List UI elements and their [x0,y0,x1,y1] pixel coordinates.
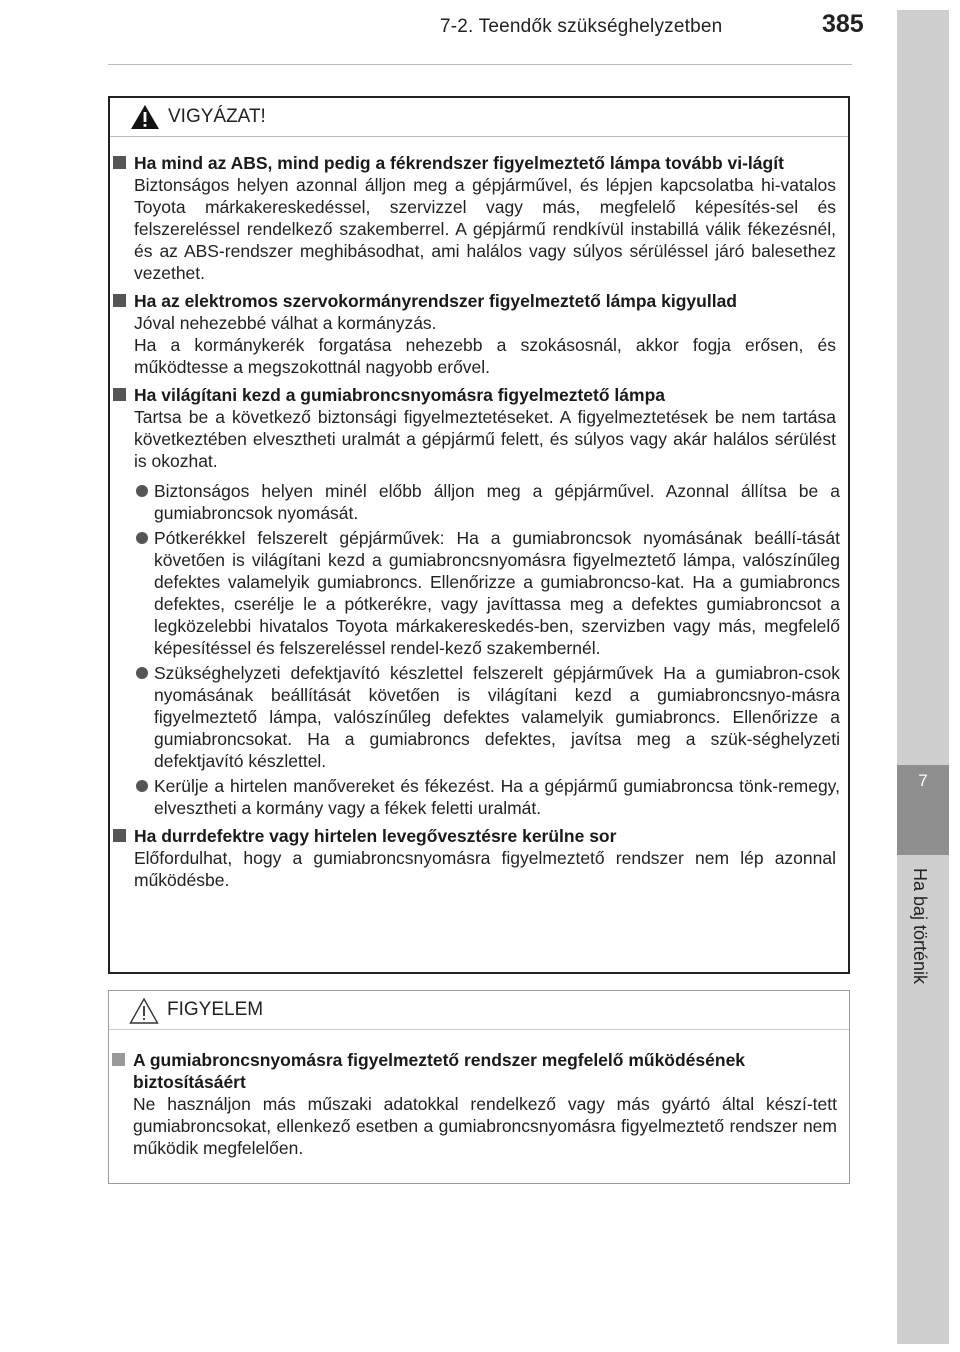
content-section [110,384,848,819]
caution-triangle-outline-icon [129,997,159,1030]
square-bullet-icon [113,388,126,401]
bullet-text: Szükséghelyzeti defektjavító készlettel felszerelt gépjárművek Ha a gumiabron-csok nyomásának beállítását követően is világítani kezd a gumiabroncsnyo-másra figyelmeztető lámpa, valószínűleg defektes valamelyik gumiabroncs. Ellenőrizze a gumiabroncsokat. Ha a gumiabroncs defektes, javítsa meg a szük-séghelyzeti defektjavító készlettel. [154,663,840,771]
chapter-number: 7 [918,771,928,790]
warning-triangle-icon [130,104,160,135]
notice-box-header [109,991,849,1030]
paragraph: Előfordulhat, hogy a gumiabroncsnyomásra figyelmeztető rendszer nem lép azonnal működésbe. [134,848,836,890]
section-title-text: Ha mind az ABS, mind pedig a fékrendszer figyelmeztető lámpa tovább vi-lágít [134,153,784,173]
notice-box [108,990,850,1184]
paragraph: Ha a kormánykerék forgatása nehezebb a szokásosnál, akkor fogja erősen, és működtesse a megszokottnál nagyobb erővel. [134,335,836,377]
section-title-text: A gumiabroncsnyomásra figyelmeztető rendszer megfelelő működésének biztosításáért [133,1050,746,1092]
notice-content [109,1049,849,1159]
section-header-title: 7-2. Teendők szükséghelyzetben [440,16,723,37]
paragraph: Ne használjon más műszaki adatokkal rendelkező vagy más gyártó által készí-tett gumiabroncsokat, ellenkező esetben a gumiabroncsnyomásra figyelmeztető rendszer nem működik megfelelően. [133,1094,837,1158]
square-bullet-icon [112,1053,125,1066]
section-title [134,384,848,406]
section-title [133,1049,849,1093]
round-bullet-icon [136,532,148,544]
chapter-title: Ha baj történik [910,868,930,985]
warning-heading: VIGYÁZAT! [168,106,266,127]
section-title-text: Ha durrdefektre vagy hirtelen levegővesztésre kerülne sor [134,826,617,846]
section-title [134,290,848,312]
round-bullet-icon [136,485,148,497]
bullet-item [134,480,848,524]
chapter-side-band [897,10,949,1344]
paragraph: Tartsa be a következő biztonsági figyelmeztetéseket. A figyelmeztetések be nem tartása következtében elvesztheti uralmát a gépjármű felett, és súlyos vagy akár halálos sérülést is okozhat. [134,407,836,471]
bullet-item [134,775,848,819]
content-section [110,825,848,891]
bullet-item [134,662,848,772]
bullet-item [134,527,848,659]
square-bullet-icon [113,829,126,842]
chapter-title-tab [897,868,949,1018]
paragraph: Biztonságos helyen azonnal álljon meg a gépjárművel, és lépjen kapcsolatba hi-vatalos Toyota márkakereskedéssel, szervizzel vagy más, megfelelő képesítés-sel és felszereléssel rendelkező szakemberrel. A gépjármű rendkívül instabillá válik fékezésnél, és az ABS-rendszer meghibásodhat, ami halálos vagy súlyos sérüléssel járó balesethez vezethet. [134,175,836,283]
header-divider [108,64,852,65]
page-number: 385 [822,10,864,38]
paragraph: Jóval nehezebbé válhat a kormányzás. [134,313,437,333]
content-section [110,290,848,378]
bullet-text: Biztonságos helyen minél előbb álljon meg a gépjárművel. Azonnal állítsa be a gumiabroncsok nyomását. [154,481,840,523]
warning-content [110,152,848,891]
content-section [109,1049,849,1159]
warning-box [108,96,850,974]
round-bullet-icon [136,667,148,679]
round-bullet-icon [136,780,148,792]
warning-box-header [110,98,848,137]
content-section [110,152,848,284]
square-bullet-icon [113,156,126,169]
square-bullet-icon [113,294,126,307]
notice-heading: FIGYELEM [167,999,264,1020]
chapter-number-tab [897,765,949,855]
section-title [134,152,848,174]
bullet-text: Kerülje a hirtelen manővereket és fékezést. Ha a gépjármű gumiabroncsa tönk-remegy, elvesztheti a kormány vagy a fékek feletti uralmát. [154,776,840,818]
section-title-text: Ha az elektromos szervokormányrendszer figyelmeztető lámpa kigyullad [134,291,737,311]
section-title-text: Ha világítani kezd a gumiabroncsnyomásra figyelmeztető lámpa [134,385,665,405]
section-title [134,825,848,847]
bullet-text: Pótkerékkel felszerelt gépjárművek: Ha a gumiabroncsok nyomásának beállí-tását követően is világítani kezd a gumiabroncsnyomásra figyelmeztető lámpa, valószínűleg defektes valamelyik gumiabroncs. Ellenőrizze a gumiabroncso-kat. Ha a gumiabroncs defektes, cserélje le a pótkerékre, vagy javíttassa meg a defektes gumiabroncsot a legközelebbi hivatalos Toyota márkakereskedés-ben, szervizben vagy más, megfelelő képesítéssel és felszereléssel rendel-kező szakembernél. [154,528,840,658]
